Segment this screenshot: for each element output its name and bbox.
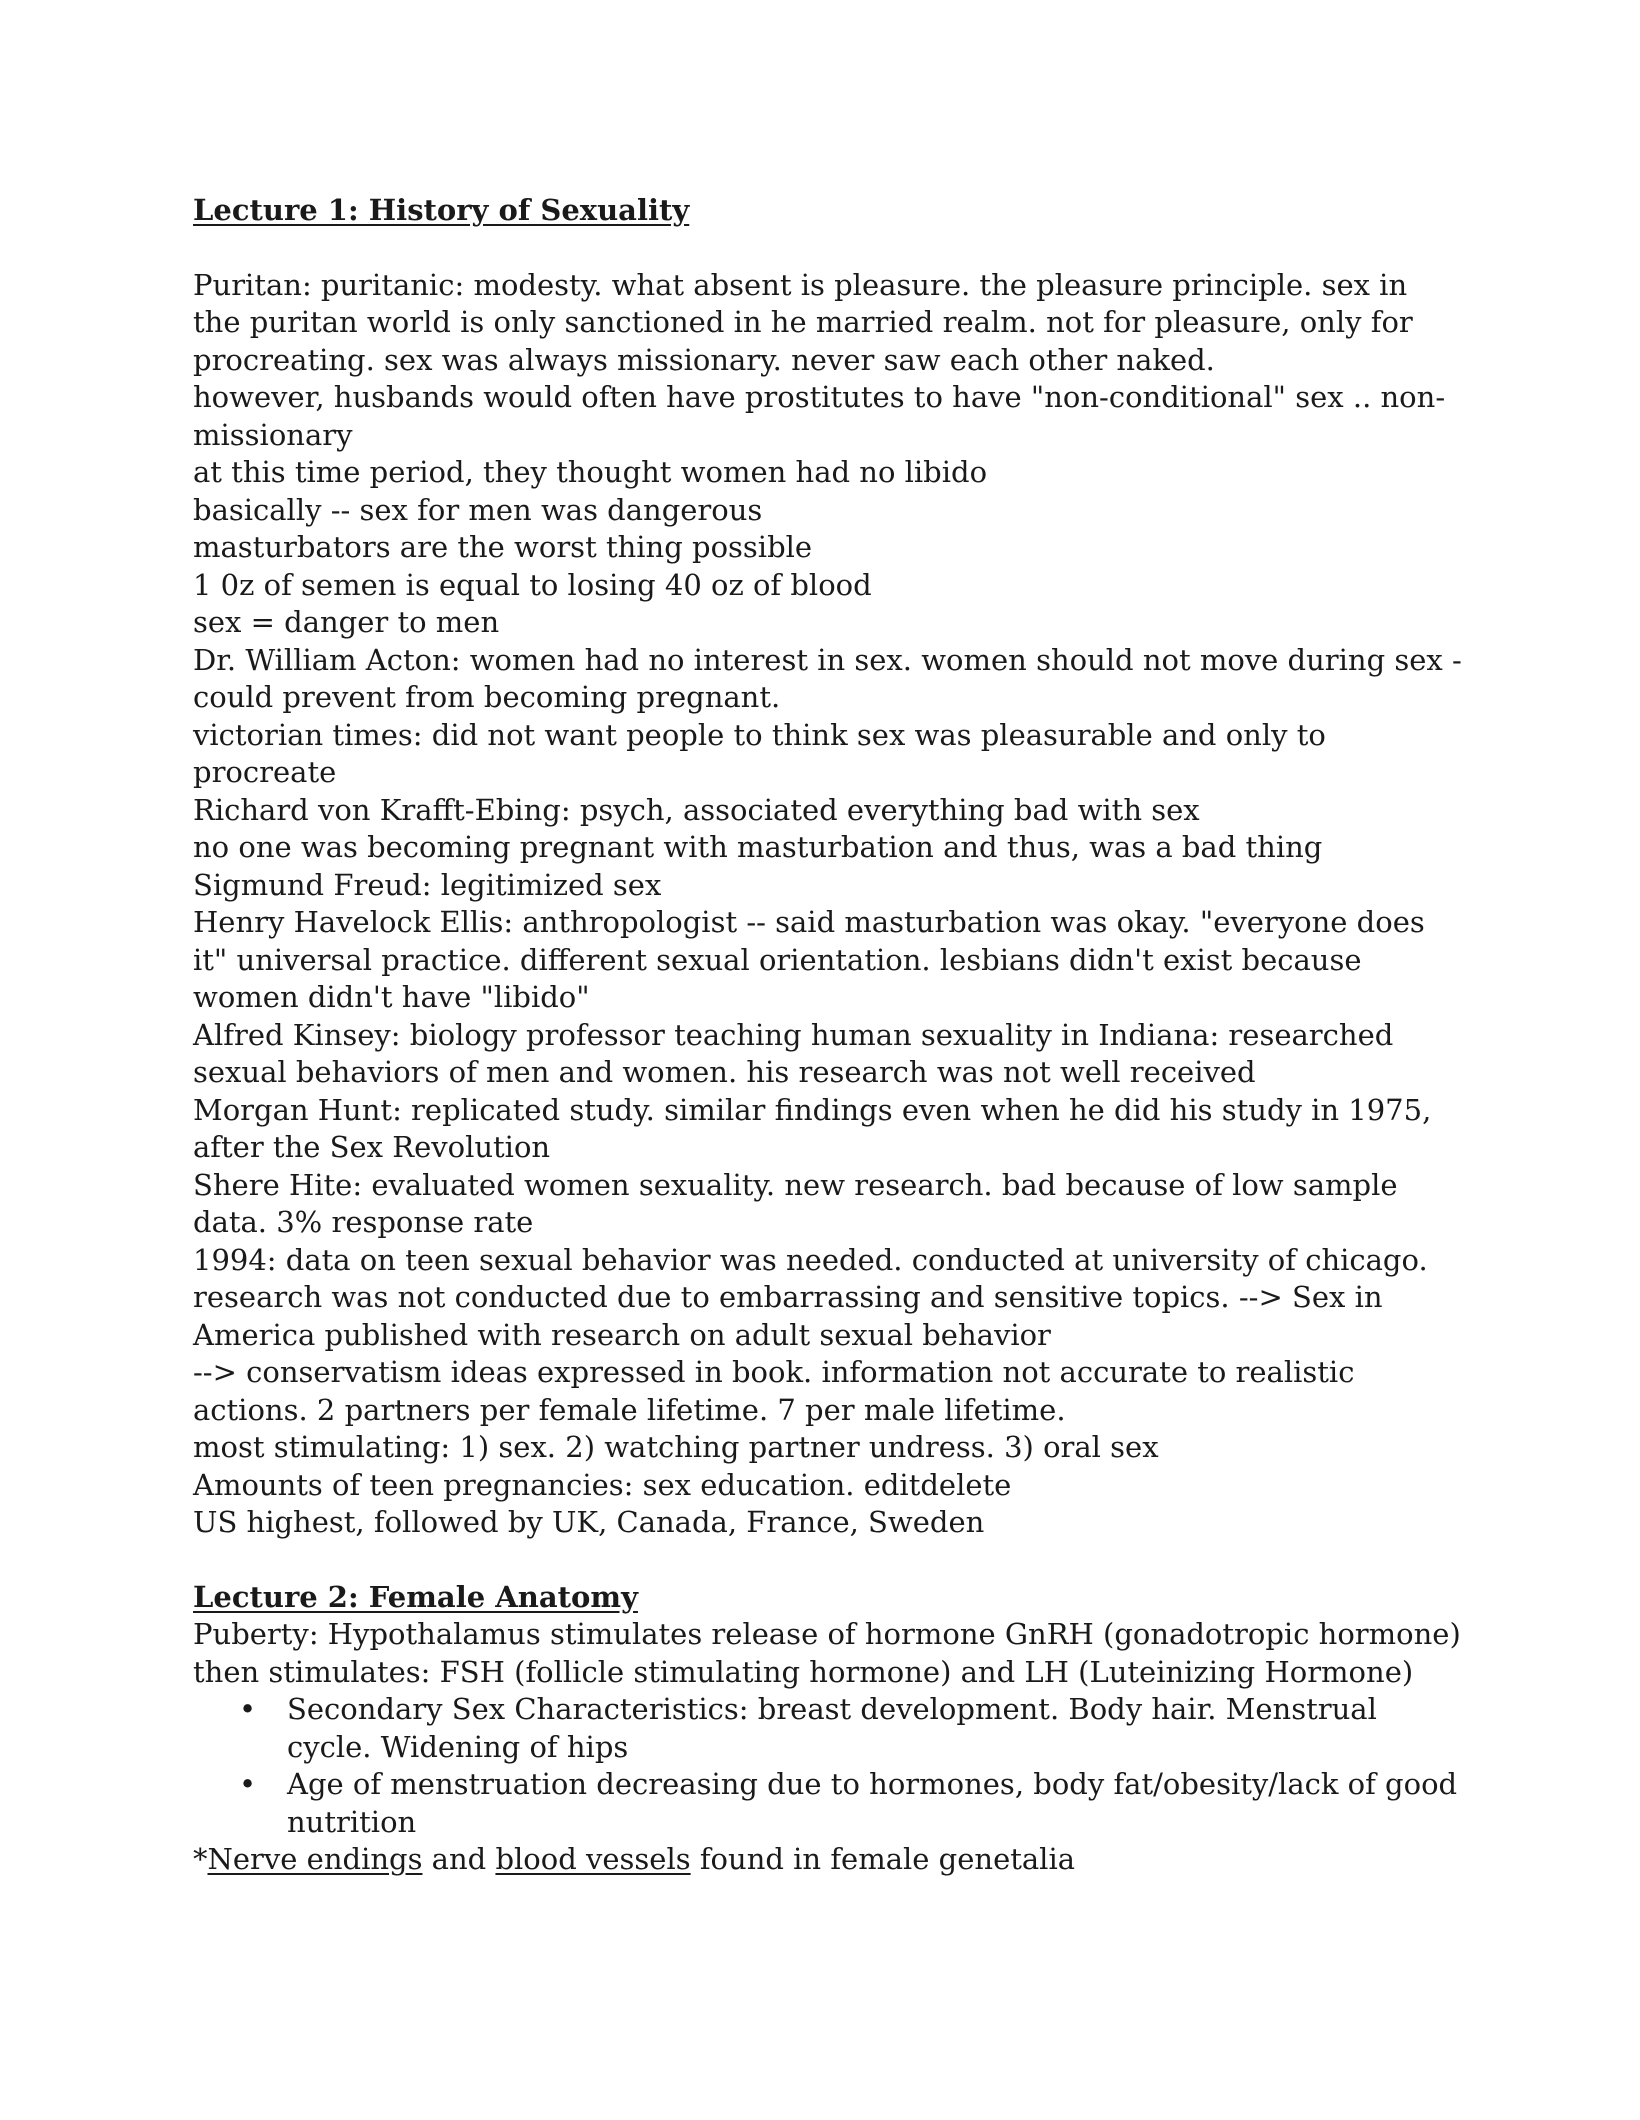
note-line: Morgan Hunt: replicated study. similar findings even when he did his study in 1975, after the Sex Revolution: [193, 1092, 1432, 1164]
lecture2-intro: Puberty: Hypothalamus stimulates release of hormone GnRH (gonadotropic hormone) then stimulates: FSH (follicle stimulating hormone) and LH (Luteinizing Hormone): [193, 1617, 1461, 1689]
note-suffix: found in female genetalia: [690, 1842, 1076, 1876]
list-item-text: Age of menstruation decreasing due to hormones, body fat/obesity/lack of good nutrition: [287, 1767, 1458, 1839]
note-prefix: *: [193, 1842, 208, 1876]
note-line: Shere Hite: evaluated women sexuality. new research. bad because of low sample data. 3% response rate: [193, 1167, 1398, 1239]
note-line: Amounts of teen pregnancies: sex education. editdelete: [193, 1467, 1012, 1502]
section-spacer: [193, 1542, 1463, 1579]
note-line: however, husbands would often have prostitutes to have "non-conditional" sex .. non-missionary: [193, 380, 1446, 452]
note-line: Dr. William Acton: women had no interest in sex. women should not move during sex - could prevent from becoming pregnant.: [193, 642, 1462, 714]
bullet-icon: •: [239, 1767, 257, 1801]
note-line: at this time period, they thought women had no libido: [193, 455, 988, 489]
lecture2-bullet-list: [193, 1691, 1463, 1841]
list-item: [193, 1691, 1463, 1766]
lecture1-notes: [193, 267, 1463, 1542]
note-term-nerve-endings: Nerve endings: [207, 1842, 423, 1876]
lecture2-note: [193, 1841, 1463, 1879]
note-line: Alfred Kinsey: biology professor teaching human sexuality in Indiana: researched sexual behaviors of men and women. his research was not well received: [193, 1017, 1394, 1089]
note-joiner: and: [422, 1842, 496, 1876]
note-line: Richard von Krafft-Ebing: psych, associated everything bad with sex: [193, 792, 1200, 827]
note-line: victorian times: did not want people to think sex was pleasurable and only to procreate: [193, 717, 1326, 789]
note-line: no one was becoming pregnant with masturbation and thus, was a bad thing: [193, 830, 1323, 864]
note-line: basically -- sex for men was dangerous: [193, 492, 763, 527]
note-line: --> conservatism ideas expressed in book. information not accurate to realistic actions. 2 partners per female lifetime. 7 per male lifetime.: [193, 1355, 1355, 1427]
lecture1-heading: Lecture 1: History of Sexuality: [193, 193, 690, 227]
note-line: most stimulating: 1) sex. 2) watching partner undress. 3) oral sex: [193, 1430, 1159, 1464]
note-line: sex = danger to men: [193, 605, 500, 639]
note-line: masturbators are the worst thing possible: [193, 530, 813, 564]
list-item-text: Secondary Sex Characteristics: breast development. Body hair. Menstrual cycle. Widening of hips: [287, 1692, 1377, 1764]
note-line: Henry Havelock Ellis: anthropologist -- said masturbation was okay. "everyone does it" universal practice. different sexual orientation. lesbians didn't exist because women didn't have "libido": [193, 905, 1425, 1014]
list-item: [193, 1766, 1463, 1841]
note-term-blood-vessels: blood vessels: [495, 1842, 691, 1876]
note-line: Puritan: puritanic: modesty. what absent is pleasure. the pleasure principle. sex in the puritan world is only sanctioned in he married realm. not for pleasure, only for procreating. sex was always missionary. never saw each other naked.: [193, 267, 1413, 377]
bullet-icon: •: [239, 1692, 257, 1726]
note-line: Sigmund Freud: legitimized sex: [193, 867, 662, 902]
note-line: 1994: data on teen sexual behavior was needed. conducted at university of chicago. research was not conducted due to embarrassing and sensitive topics. --> Sex in America published with research on adult sexual behavior: [193, 1242, 1428, 1352]
document-page: [193, 192, 1463, 1879]
lecture2-heading: Lecture 2: Female Anatomy: [193, 1579, 638, 1614]
note-line: US highest, followed by UK, Canada, France, Sweden: [193, 1505, 985, 1539]
note-line: 1 0z of semen is equal to losing 40 oz of blood: [193, 567, 872, 602]
